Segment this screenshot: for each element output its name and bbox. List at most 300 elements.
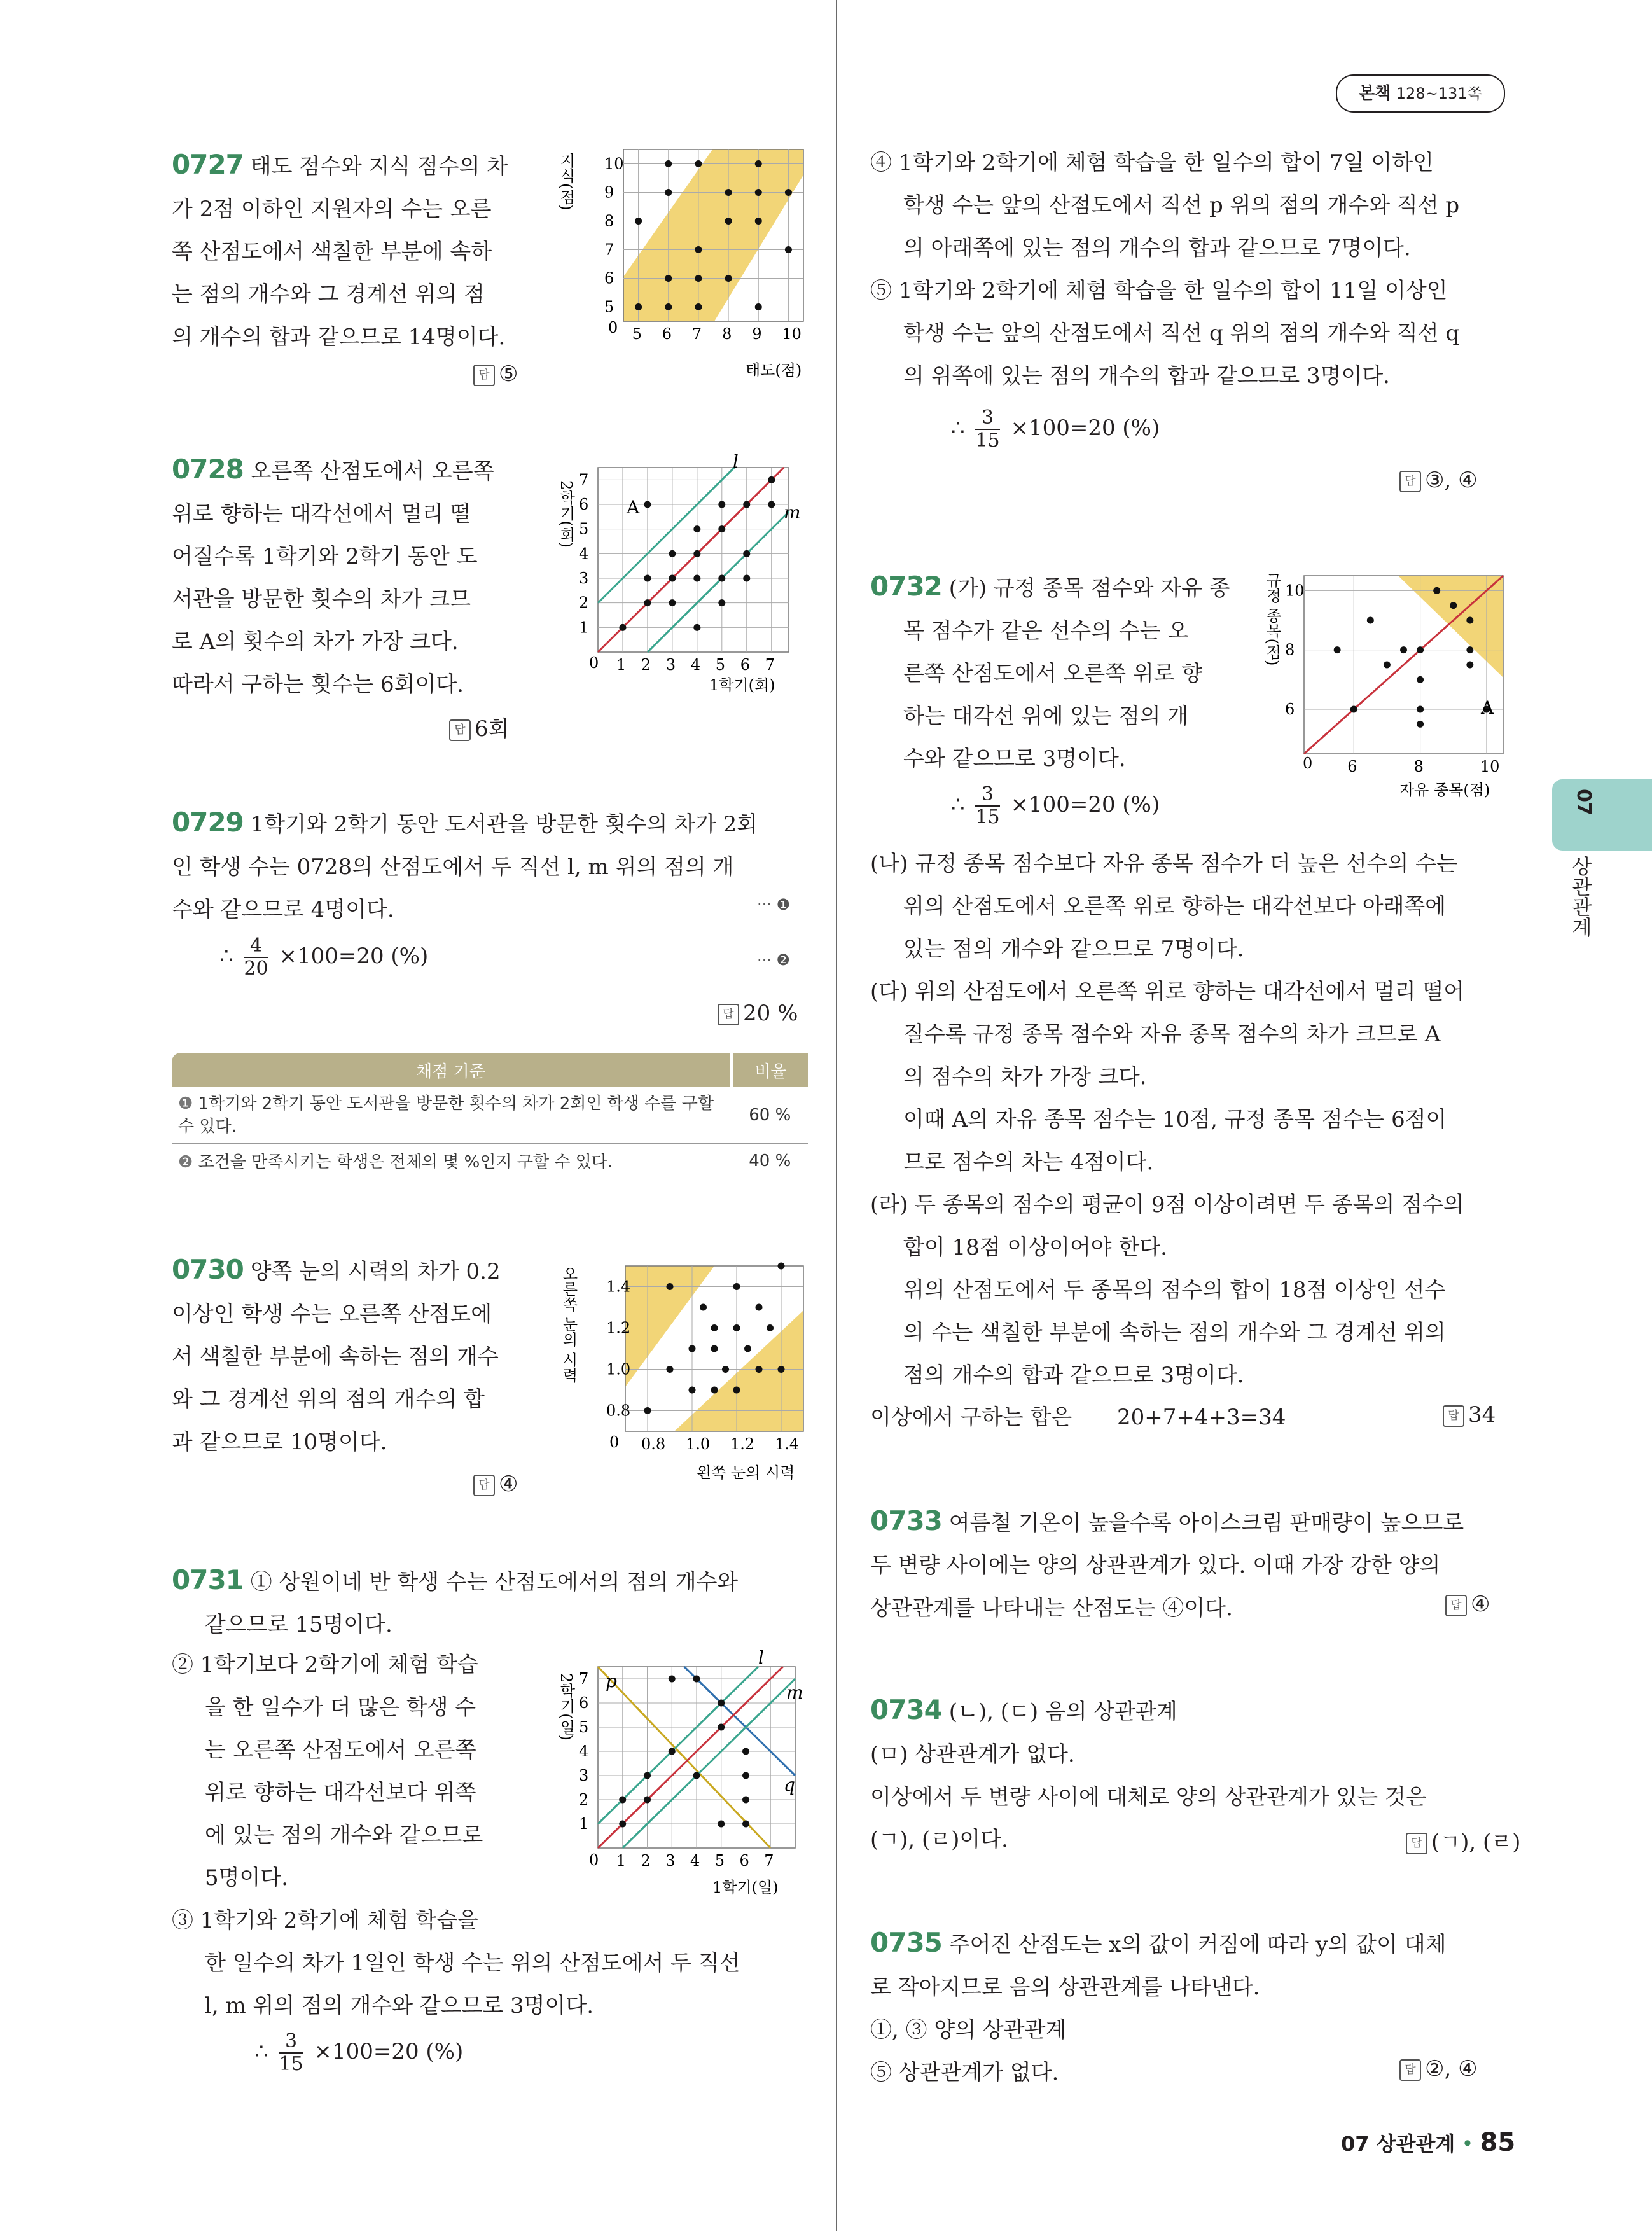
- data-point: [718, 501, 725, 508]
- text-line: 두 변량 사이에는 양의 상관관계가 있다. 이때 가장 강한 양의: [870, 1553, 1441, 1578]
- y-tick-label: 10: [604, 155, 624, 173]
- text-line: 는 오른쪽 산점도에서 오른쪽: [205, 1737, 476, 1763]
- data-point: [1334, 646, 1341, 653]
- data-point: [619, 1797, 626, 1804]
- text-line: 있는 점의 개수와 같으므로 7명이다.: [903, 936, 1244, 962]
- text-line: 의 수는 색칠한 부분에 속하는 점의 개수와 그 경계선 위의: [903, 1320, 1446, 1345]
- x-tick-label: 0.8: [641, 1435, 666, 1453]
- data-point: [733, 1387, 740, 1394]
- x-axis-label: 자유 종목(점): [1399, 781, 1490, 799]
- problem-0730: [172, 1248, 553, 1464]
- data-point: [755, 189, 762, 196]
- data-point: [744, 1345, 751, 1352]
- x-tick-label: 9: [752, 325, 762, 343]
- x-tick-label: 4: [690, 1852, 700, 1870]
- data-point: [644, 501, 651, 508]
- data-point: [693, 624, 700, 631]
- data-point: [1400, 646, 1407, 653]
- y-axis-label: 오른쪽 눈의 시력: [560, 1266, 578, 1383]
- problem-0729: [172, 801, 808, 931]
- x-axis-label: 1학기(회): [709, 676, 775, 694]
- text-line: 하는 대각선 위에 있는 점의 개: [903, 704, 1189, 729]
- summary-label: 이상에서 구하는 합은: [870, 1405, 1072, 1430]
- table-header-row: [172, 1053, 808, 1087]
- data-point: [742, 1748, 749, 1755]
- text-line: 오른쪽 산점도에서 오른쪽: [250, 459, 494, 484]
- x-tick-label: 7: [691, 325, 702, 343]
- answer-value: ⑤: [499, 361, 518, 387]
- data-point: [644, 599, 651, 606]
- data-point: [767, 1324, 774, 1331]
- answer-value: ④: [1471, 1592, 1490, 1617]
- text-line: 여름철 기온이 높을수록 아이스크림 판매량이 높으므로: [948, 1510, 1464, 1536]
- page-footer: [1341, 2128, 1515, 2157]
- x-tick-label: 6: [739, 1852, 749, 1870]
- data-point: [756, 1366, 763, 1373]
- text-line: 위의 산점도에서 오른쪽 위로 향하는 대각선보다 아래쪽에: [903, 894, 1447, 919]
- x-tick-label: 1.0: [686, 1435, 711, 1453]
- data-point: [718, 575, 725, 582]
- data-point: [693, 575, 700, 582]
- text-line: 서관을 방문한 횟수의 차가 크므: [172, 587, 471, 612]
- data-point: [693, 550, 700, 557]
- answer-value: 6회: [475, 716, 510, 742]
- problem-0728: [172, 448, 553, 706]
- data-point: [1450, 602, 1457, 609]
- text-line: 의 위쪽에 있는 점의 개수의 합과 같으므로 3명이다.: [903, 363, 1390, 389]
- text-line: 1학기와 2학기 동안 도서관을 방문한 횟수의 차가 2회: [250, 812, 758, 837]
- table-row: [172, 1087, 808, 1144]
- scatter-0727: [557, 140, 808, 382]
- y-tick-label: 1: [579, 618, 589, 637]
- problem-number: 0735: [870, 1927, 942, 1958]
- answer-icon: 답: [1445, 1595, 1467, 1616]
- x-tick-label: 2: [641, 656, 651, 674]
- y-tick-label: 8: [604, 212, 614, 230]
- problem-number: 0732: [870, 571, 942, 602]
- text-line: 쪽 산점도에서 색칠한 부분에 속하: [172, 239, 492, 265]
- text-line: 상관관계를 나타내는 산점도는 ④이다.: [870, 1595, 1233, 1621]
- text-line: 의 개수의 합과 같으므로 14명이다.: [172, 324, 506, 350]
- text-line: (ㅁ) 상관관계가 없다.: [870, 1742, 1075, 1767]
- scatter-0732: [1260, 566, 1514, 808]
- x-tick-label: 5: [714, 1852, 725, 1870]
- summary-0732: [870, 1400, 1286, 1431]
- criterion-ratio: 60 %: [732, 1087, 808, 1144]
- answer-value: 20 %: [743, 1001, 798, 1026]
- data-point: [695, 160, 702, 167]
- data-point: [755, 303, 762, 310]
- data-point: [693, 1772, 700, 1779]
- data-point: [742, 1797, 749, 1804]
- table-header: 채점 기준: [172, 1053, 732, 1087]
- point-label-a: A: [1481, 697, 1494, 718]
- origin-label: 0: [609, 1433, 620, 1451]
- text-line: 수와 같으므로 4명이다.: [172, 897, 394, 922]
- calc-expression: ×100=20 (%): [1010, 415, 1160, 441]
- problem-number: 0728: [172, 454, 244, 485]
- data-point: [669, 1676, 676, 1683]
- data-point: [1466, 646, 1473, 653]
- data-point: [669, 550, 676, 557]
- data-point: [1384, 662, 1391, 669]
- data-point: [718, 1724, 725, 1731]
- answer-icon: 답: [473, 365, 495, 386]
- chapter-tab-number: 07: [1572, 789, 1595, 816]
- chapter-side-tab: [1552, 779, 1652, 851]
- badge-label: 본책: [1359, 84, 1391, 103]
- data-point: [635, 303, 642, 310]
- y-tick-label: 2: [579, 594, 589, 612]
- fraction-denominator: 20: [244, 957, 268, 980]
- text-line: 수와 같으므로 3명이다.: [903, 746, 1126, 772]
- text-line: 양쪽 눈의 시력의 차가 0.2: [250, 1259, 501, 1284]
- data-point: [755, 218, 762, 225]
- data-point: [733, 1324, 740, 1331]
- x-tick-label: 1.2: [730, 1435, 755, 1453]
- data-point: [644, 1797, 651, 1804]
- data-point: [768, 501, 775, 508]
- x-tick-label: 8: [722, 325, 732, 343]
- data-point: [755, 160, 762, 167]
- data-point: [1466, 617, 1473, 624]
- answer-value: 34: [1468, 1402, 1496, 1428]
- problem-0731: [172, 1559, 808, 1646]
- step-marker-1: ··· ❶: [757, 896, 791, 914]
- y-tick-label: 1.4: [606, 1277, 631, 1296]
- data-point: [644, 575, 651, 582]
- x-tick-label: 10: [1480, 758, 1500, 775]
- y-axis-label: 지식(점): [557, 153, 575, 211]
- data-point: [695, 246, 702, 253]
- problem-number: 0729: [172, 807, 244, 838]
- text-line: (가) 규정 종목 점수와 자유 종: [948, 576, 1230, 601]
- data-point: [711, 1345, 718, 1352]
- text-line: 와 그 경계선 위의 점의 개수의 합: [172, 1387, 485, 1412]
- y-tick-label: 6: [604, 269, 614, 288]
- answer-0735: [1399, 2056, 1478, 2082]
- problem-0727: [172, 143, 547, 359]
- data-point: [718, 525, 725, 532]
- y-tick-label: 6: [579, 1694, 589, 1712]
- x-axis-label: 왼쪽 눈의 시력: [697, 1464, 795, 1482]
- data-point: [718, 1700, 725, 1707]
- x-tick-label: 6: [662, 325, 672, 343]
- calc-0731: [254, 2031, 463, 2075]
- therefore-sign: ∴: [219, 943, 233, 969]
- data-point: [700, 1304, 707, 1311]
- x-tick-label: 5: [715, 656, 726, 674]
- y-tick-label: 5: [579, 1718, 589, 1736]
- text-line: 한 일수의 차가 1일인 학생 수는 위의 산점도에서 두 직선: [205, 1950, 740, 1976]
- data-point: [725, 218, 732, 225]
- page-number: 85: [1480, 2128, 1516, 2157]
- fraction: [975, 407, 999, 452]
- y-tick-label: 7: [604, 240, 614, 259]
- data-point: [619, 1821, 626, 1828]
- data-point: [1417, 721, 1424, 728]
- data-point: [1417, 706, 1424, 713]
- text-line: 을 한 일수가 더 많은 학생 수: [205, 1695, 476, 1720]
- point-label-a: A: [627, 497, 640, 518]
- x-tick-label: 1.4: [775, 1435, 800, 1453]
- answer-icon: 답: [1399, 471, 1421, 492]
- data-point: [756, 1304, 763, 1311]
- problem-0731-item3: [172, 1900, 808, 2027]
- text-line: 목 점수가 같은 선수의 수는 오: [903, 618, 1189, 644]
- section-badge: [1336, 74, 1505, 113]
- text-line: 는 점의 개수와 그 경계선 위의 점: [172, 282, 485, 307]
- text-line: 서 색칠한 부분에 속하는 점의 개수: [172, 1344, 499, 1370]
- x-tick-label: 4: [690, 656, 701, 674]
- data-point: [1433, 587, 1440, 594]
- text-line: (라) 두 종목의 점수의 평균이 9점 이상이려면 두 종목의 점수의: [870, 1192, 1464, 1218]
- answer-0729: [718, 1001, 798, 1026]
- data-point: [635, 218, 642, 225]
- x-tick-label: 2: [641, 1852, 651, 1870]
- text-line: 위로 향하는 대각선보다 위쪽: [205, 1780, 476, 1805]
- answer-icon: 답: [473, 1475, 495, 1496]
- y-tick-label: 3: [579, 1767, 589, 1784]
- x-axis-label: 태도(점): [746, 361, 802, 379]
- answer-icon: 답: [718, 1004, 739, 1025]
- x-tick-label: 3: [665, 1852, 676, 1870]
- footer-chapter: 07 상관관계: [1341, 2132, 1455, 2156]
- answer-0733: [1445, 1592, 1490, 1617]
- diagonal-line: [598, 468, 784, 652]
- data-point: [785, 246, 792, 253]
- text-line: ③ 1학기와 2학기에 체험 학습을: [172, 1908, 478, 1933]
- x-tick-label: 1: [616, 1852, 627, 1870]
- calc-0731-right: [951, 407, 1160, 452]
- text-line: 태도 점수와 지식 점수의 차: [250, 154, 508, 179]
- data-point: [1417, 676, 1424, 683]
- y-tick-label: 5: [604, 298, 614, 316]
- calc-0732: [951, 784, 1160, 828]
- text-line: (다) 위의 산점도에서 오른쪽 위로 향하는 대각선에서 멀리 떨어: [870, 979, 1465, 1004]
- data-point: [785, 189, 792, 196]
- calc-expression: ×100=20 (%): [279, 943, 429, 969]
- text-line: 따라서 구하는 횟수는 6회이다.: [172, 672, 464, 697]
- line-l: [598, 468, 734, 603]
- y-tick-label: 4: [579, 545, 589, 563]
- data-point: [725, 189, 732, 196]
- problem-0733: [870, 1499, 1506, 1630]
- criterion-text: 조건을 만족시키는 학생은 전체의 몇 %인지 구할 수 있다.: [198, 1153, 613, 1172]
- text-line: 른쪽 산점도에서 오른쪽 위로 향: [903, 661, 1203, 686]
- therefore-sign: ∴: [951, 792, 965, 817]
- therefore-sign: ∴: [254, 2039, 268, 2064]
- answer-icon: 답: [1406, 1833, 1427, 1854]
- problem-number: 0727: [172, 149, 244, 180]
- text-line: ①, ③ 양의 상관관계: [870, 2017, 1067, 2043]
- line-label-q: q: [784, 1774, 795, 1795]
- data-point: [695, 303, 702, 310]
- answer-0730: [473, 1471, 518, 1497]
- y-tick-label: 0.8: [606, 1401, 631, 1420]
- data-point: [619, 624, 626, 631]
- diagonal-line: [598, 1667, 783, 1848]
- data-point: [689, 1345, 696, 1352]
- data-point: [778, 1263, 785, 1270]
- answer-icon: 답: [1443, 1405, 1464, 1427]
- text-line: 위로 향하는 대각선에서 멀리 떨: [172, 501, 471, 527]
- text-line: ⑤ 1학기와 2학기에 체험 학습을 한 일수의 합이 11일 이상인: [870, 278, 1448, 303]
- scatter-0730: [560, 1253, 814, 1489]
- line-label-l: l: [733, 451, 739, 472]
- y-axis-label: 규정 종목(점): [1263, 573, 1281, 666]
- text-line: 이상에서 두 변량 사이에 대체로 양의 상관관계가 있는 것은: [870, 1784, 1427, 1810]
- grading-table: [172, 1053, 808, 1178]
- x-tick-label: 7: [764, 1852, 774, 1870]
- criterion-ratio: 40 %: [732, 1144, 808, 1178]
- problem-number: 0734: [870, 1694, 942, 1725]
- origin-label: 0: [1303, 754, 1313, 772]
- answer-icon: 답: [1399, 2059, 1421, 2081]
- text-line: 같으므로 15명이다.: [205, 1612, 392, 1637]
- data-point: [1367, 617, 1374, 624]
- data-point: [733, 1283, 740, 1290]
- data-point: [742, 1821, 749, 1828]
- answer-value: ②, ④: [1425, 2056, 1478, 2082]
- y-tick-label: 1.0: [606, 1360, 631, 1379]
- text-line: 인 학생 수는 0728의 산점도에서 두 직선 l, m 위의 점의 개: [172, 854, 734, 880]
- data-point: [768, 476, 775, 483]
- text-line: 점의 개수의 합과 같으므로 3명이다.: [903, 1363, 1244, 1388]
- line-label-p: p: [606, 1671, 617, 1692]
- data-point: [718, 599, 725, 606]
- table-row: [172, 1144, 808, 1178]
- y-tick-label: 10: [1285, 581, 1305, 600]
- data-point: [743, 575, 750, 582]
- data-point: [743, 501, 750, 508]
- answer-value: (ㄱ), (ㄹ): [1431, 1830, 1521, 1855]
- problem-number: 0730: [172, 1254, 244, 1285]
- data-point: [742, 1772, 749, 1779]
- answer-icon: 답: [449, 719, 471, 741]
- fraction: [244, 935, 268, 980]
- problem-number: 0733: [870, 1505, 942, 1536]
- fraction-numerator: 3: [279, 2031, 303, 2054]
- y-tick-label: 7: [579, 1670, 589, 1688]
- answer-0727: [473, 361, 518, 387]
- fraction-numerator: 3: [975, 407, 999, 430]
- y-tick-label: 7: [579, 471, 589, 489]
- data-point: [644, 1772, 651, 1779]
- text-line: 로 A의 횟수의 차가 가장 크다.: [172, 629, 459, 655]
- line-label-m: m: [786, 1682, 803, 1703]
- line-q: [684, 1667, 795, 1776]
- data-point: [693, 525, 700, 532]
- y-tick-label: 3: [579, 569, 589, 587]
- answer-0728: [449, 711, 509, 742]
- scatter-0731: [553, 1648, 814, 1902]
- line-m: [623, 1679, 795, 1848]
- data-point: [693, 1676, 700, 1683]
- calc-expression: ×100=20 (%): [314, 2039, 464, 2064]
- data-point: [665, 189, 672, 196]
- fraction-numerator: 3: [975, 784, 999, 807]
- data-point: [711, 1387, 718, 1394]
- text-line: 어질수록 1학기와 2학기 동안 도: [172, 544, 478, 569]
- column-divider: [836, 0, 837, 2231]
- problem-0732: [870, 565, 1252, 781]
- summary-calc: 20+7+4+3=34: [1117, 1405, 1286, 1430]
- step-marker-2: ··· ❷: [757, 951, 791, 969]
- x-tick-label: 7: [765, 656, 775, 674]
- text-line: (ㄱ), (ㄹ)이다.: [870, 1827, 1008, 1852]
- badge-range: 128~131쪽: [1396, 85, 1482, 102]
- fraction-numerator: 4: [244, 935, 268, 958]
- criterion-mark: ❷: [178, 1153, 193, 1172]
- table-header: 비율: [732, 1053, 808, 1087]
- data-point: [725, 275, 732, 282]
- fraction: [279, 2031, 303, 2075]
- data-point: [665, 275, 672, 282]
- x-tick-label: 1: [616, 656, 627, 674]
- problem-number: 0731: [172, 1564, 244, 1595]
- data-point: [722, 1366, 729, 1373]
- text-line: 이때 A의 자유 종목 점수는 10점, 규정 종목 점수는 6점이: [903, 1107, 1447, 1132]
- y-tick-label: 1: [579, 1815, 589, 1833]
- data-point: [778, 1366, 785, 1373]
- origin-label: 0: [608, 319, 618, 337]
- text-line: 5명이다.: [205, 1865, 288, 1891]
- fraction-denominator: 15: [279, 2053, 303, 2075]
- text-line: ④ 1학기와 2학기에 체험 학습을 한 일수의 합이 7일 이하인: [870, 150, 1434, 176]
- data-point: [667, 1283, 674, 1290]
- text-line: 과 같으므로 10명이다.: [172, 1429, 387, 1455]
- x-tick-label: 8: [1413, 758, 1424, 775]
- data-point: [711, 1324, 718, 1331]
- text-line: 주어진 산점도는 x의 값이 커짐에 따라 y의 값이 대체: [948, 1932, 1447, 1957]
- x-tick-label: 5: [632, 325, 642, 343]
- text-line: ② 1학기보다 2학기에 체험 학습: [172, 1652, 478, 1678]
- y-tick-label: 9: [604, 183, 614, 202]
- y-tick-label: 8: [1285, 641, 1295, 659]
- problem-0731-item4: [870, 142, 1506, 398]
- text-line: 위의 산점도에서 두 종목의 점수의 합이 18점 이상인 선수: [903, 1277, 1446, 1303]
- problem-0732-na: [870, 843, 1506, 1397]
- x-tick-label: 6: [740, 656, 751, 674]
- data-point: [669, 599, 676, 606]
- data-point: [1350, 706, 1357, 713]
- data-point: [689, 1387, 696, 1394]
- calc-0729: [219, 935, 428, 980]
- data-point: [644, 1407, 651, 1414]
- text-line: (나) 규정 종목 점수보다 자유 종목 점수가 더 높은 선수의 수는: [870, 851, 1457, 877]
- text-line: 에 있는 점의 개수와 같으므로: [205, 1823, 483, 1848]
- origin-label: 0: [589, 654, 599, 672]
- text-line: ⑤ 상관관계가 없다.: [870, 2060, 1059, 2085]
- answer-0732: [1443, 1402, 1496, 1428]
- chapter-tab-title: 상관관계: [1569, 856, 1593, 937]
- x-tick-label: 6: [1347, 758, 1357, 775]
- data-point: [667, 1366, 674, 1373]
- fraction: [975, 784, 999, 828]
- y-tick-label: 5: [579, 520, 589, 538]
- text-line: 가 2점 이하인 지원자의 수는 오른: [172, 197, 492, 222]
- text-line: l, m 위의 점의 개수와 같으므로 3명이다.: [205, 1993, 594, 2019]
- x-axis-label: 1학기(일): [712, 1879, 779, 1896]
- text-line: 로 작아지므로 음의 상관관계를 나타낸다.: [870, 1975, 1260, 2000]
- data-point: [669, 1748, 676, 1755]
- y-axis-label: 2학기(회): [557, 480, 575, 548]
- footer-bullet: •: [1461, 2132, 1474, 2156]
- answer-0734: [1406, 1824, 1520, 1856]
- text-line: 질수록 규정 종목 점수와 자유 종목 점수의 차가 크므로 A: [903, 1022, 1441, 1047]
- data-point: [1466, 662, 1473, 669]
